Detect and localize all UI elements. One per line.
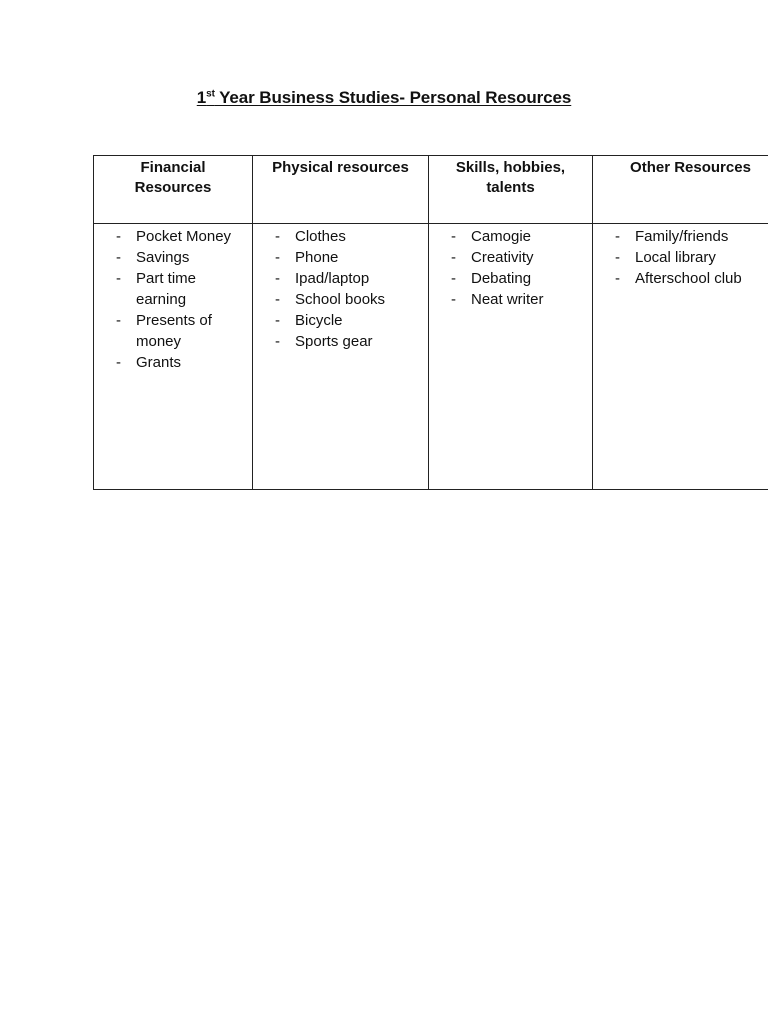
- list-item: - Grants: [112, 352, 246, 373]
- title-rest: Year Business Studies- Personal Resources: [214, 88, 572, 107]
- list-item: - School books: [271, 289, 422, 310]
- cell-financial: [94, 224, 253, 490]
- list-item: - Bicycle: [271, 310, 422, 331]
- physical-list: [271, 226, 422, 352]
- table-row: [94, 224, 768, 490]
- list-item: - Afterschool club: [611, 268, 768, 289]
- cell-physical: [253, 224, 429, 490]
- other-list: [611, 226, 768, 289]
- list-item: - Creativity: [447, 247, 586, 268]
- resources-table: [93, 155, 768, 490]
- list-item: - Clothes: [271, 226, 422, 247]
- page-title: [0, 88, 768, 108]
- list-item: - Ipad/laptop: [271, 268, 422, 289]
- skills-list: [447, 226, 586, 310]
- cell-skills: [429, 224, 593, 490]
- list-item: - Presents of money: [112, 310, 246, 352]
- list-item: - Phone: [271, 247, 422, 268]
- list-item: - Family/friends: [611, 226, 768, 247]
- list-item: - Neat writer: [447, 289, 586, 310]
- header-financial-resources: Financial Resources: [94, 156, 253, 224]
- list-item: - Debating: [447, 268, 586, 289]
- title-prefix: 1: [196, 88, 207, 107]
- table-header-row: [94, 156, 768, 224]
- title-superscript: st: [206, 88, 215, 100]
- financial-list: [112, 226, 246, 373]
- page-title-text: [197, 88, 572, 107]
- header-other-resources: Other Resources: [593, 156, 768, 224]
- list-item: - Part time earning: [112, 268, 246, 310]
- header-physical-resources: Physical resources: [253, 156, 429, 224]
- list-item: - Local library: [611, 247, 768, 268]
- header-skills-hobbies-talents: Skills, hobbies, talents: [429, 156, 593, 224]
- list-item: - Sports gear: [271, 331, 422, 352]
- list-item: - Pocket Money: [112, 226, 246, 247]
- cell-other: [593, 224, 768, 490]
- list-item: - Camogie: [447, 226, 586, 247]
- list-item: - Savings: [112, 247, 246, 268]
